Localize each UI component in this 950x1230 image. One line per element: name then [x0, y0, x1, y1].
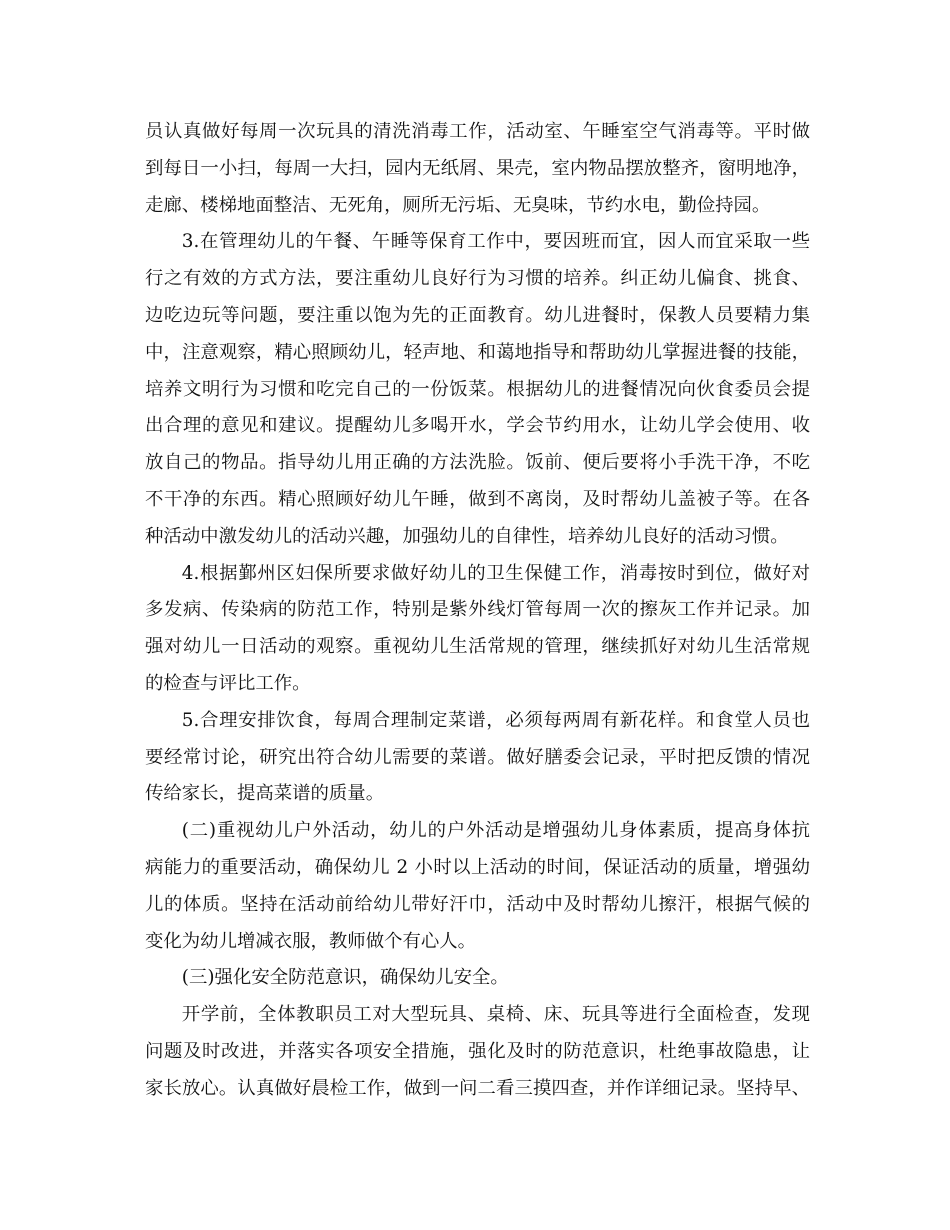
text-line: 3.在管理幼儿的午餐、午睡等保育工作中，要因班而宜，因人而宜采取一些: [181, 231, 810, 253]
text-line: 出合理的意见和建议。提醒幼儿多喝开水，学会节约用水，让幼儿学会使用、收: [145, 415, 810, 437]
text-line: 变化为幼儿增减衣服，教师做个有心人。: [145, 930, 477, 952]
text-line: 问题及时改进，并落实各项安全措施，强化及时的防范意识，杜绝事故隐患，让: [145, 1040, 810, 1062]
text-line: (二)重视幼儿户外活动，幼儿的户外活动是增强幼儿身体素质，提高身体抗: [181, 820, 810, 842]
text-line: 4.根据鄞州区妇保所要求做好幼儿的卫生保健工作，消毒按时到位，做好对: [181, 562, 810, 584]
text-line: 种活动中激发幼儿的活动兴趣，加强幼儿的自律性，培养幼儿良好的活动习惯。: [145, 525, 789, 547]
text-line: 开学前，全体教职员工对大型玩具、桌椅、床、玩具等进行全面检查，发现: [181, 1004, 810, 1026]
text-line: 不干净的东西。精心照顾好幼儿午睡，做到不离岗，及时帮幼儿盖被子等。在各: [145, 488, 810, 510]
text-line: 多发病、传染病的防范工作，特别是紫外线灯管每周一次的擦灰工作并记录。加: [145, 599, 810, 621]
text-line: 培养文明行为习惯和吃完自己的一份饭菜。根据幼儿的进餐情况向伙食委员会提: [145, 378, 810, 400]
text-line: 行之有效的方式方法，要注重幼儿良好行为习惯的培养。纠正幼儿偏食、挑食、: [145, 268, 810, 290]
text-line: 传给家长，提高菜谱的质量。: [145, 783, 385, 805]
text-line: (三)强化安全防范意识，确保幼儿安全。: [181, 967, 509, 989]
document-body: [145, 114, 810, 1108]
text-line: 的检查与评比工作。: [145, 672, 311, 694]
text-line: 放自己的物品。指导幼儿用正确的方法洗脸。饭前、便后要将小手洗干净，不吃: [145, 452, 810, 474]
text-line: 员认真做好每周一次玩具的清洗消毒工作，活动室、午睡室空气消毒等。平时做: [145, 121, 810, 142]
text-line: 走廊、楼梯地面整洁、无死角，厕所无污垢、无臭味，节约水电，勤俭持园。: [145, 194, 771, 216]
text-line: 强对幼儿一日活动的观察。重视幼儿生活常规的管理，继续抓好对幼儿生活常规: [145, 636, 810, 658]
text-line: 家长放心。认真做好晨检工作，做到一问二看三摸四查，并作详细记录。坚持早、: [145, 1077, 810, 1099]
text-line: 儿的体质。坚持在活动前给幼儿带好汗巾，活动中及时帮幼儿擦汗，根据气候的: [145, 893, 810, 915]
text-line: 病能力的重要活动，确保幼儿 2 小时以上活动的时间，保证活动的质量，增强幼: [145, 856, 810, 878]
text-line: 边吃边玩等问题，要注重以饱为先的正面教育。幼儿进餐时，保教人员要精力集: [145, 304, 810, 326]
text-line: 要经常讨论，研究出符合幼儿需要的菜谱。做好膳委会记录，平时把反馈的情况: [145, 746, 810, 768]
text-line: 到每日一小扫，每周一大扫，园内无纸屑、果壳，室内物品摆放整齐，窗明地净，: [145, 157, 810, 179]
text-line: 中，注意观察，精心照顾幼儿，轻声地、和蔼地指导和帮助幼儿掌握进餐的技能，: [145, 341, 810, 363]
text-line: 5.合理安排饮食，每周合理制定菜谱，必须每两周有新花样。和食堂人员也: [181, 709, 810, 731]
